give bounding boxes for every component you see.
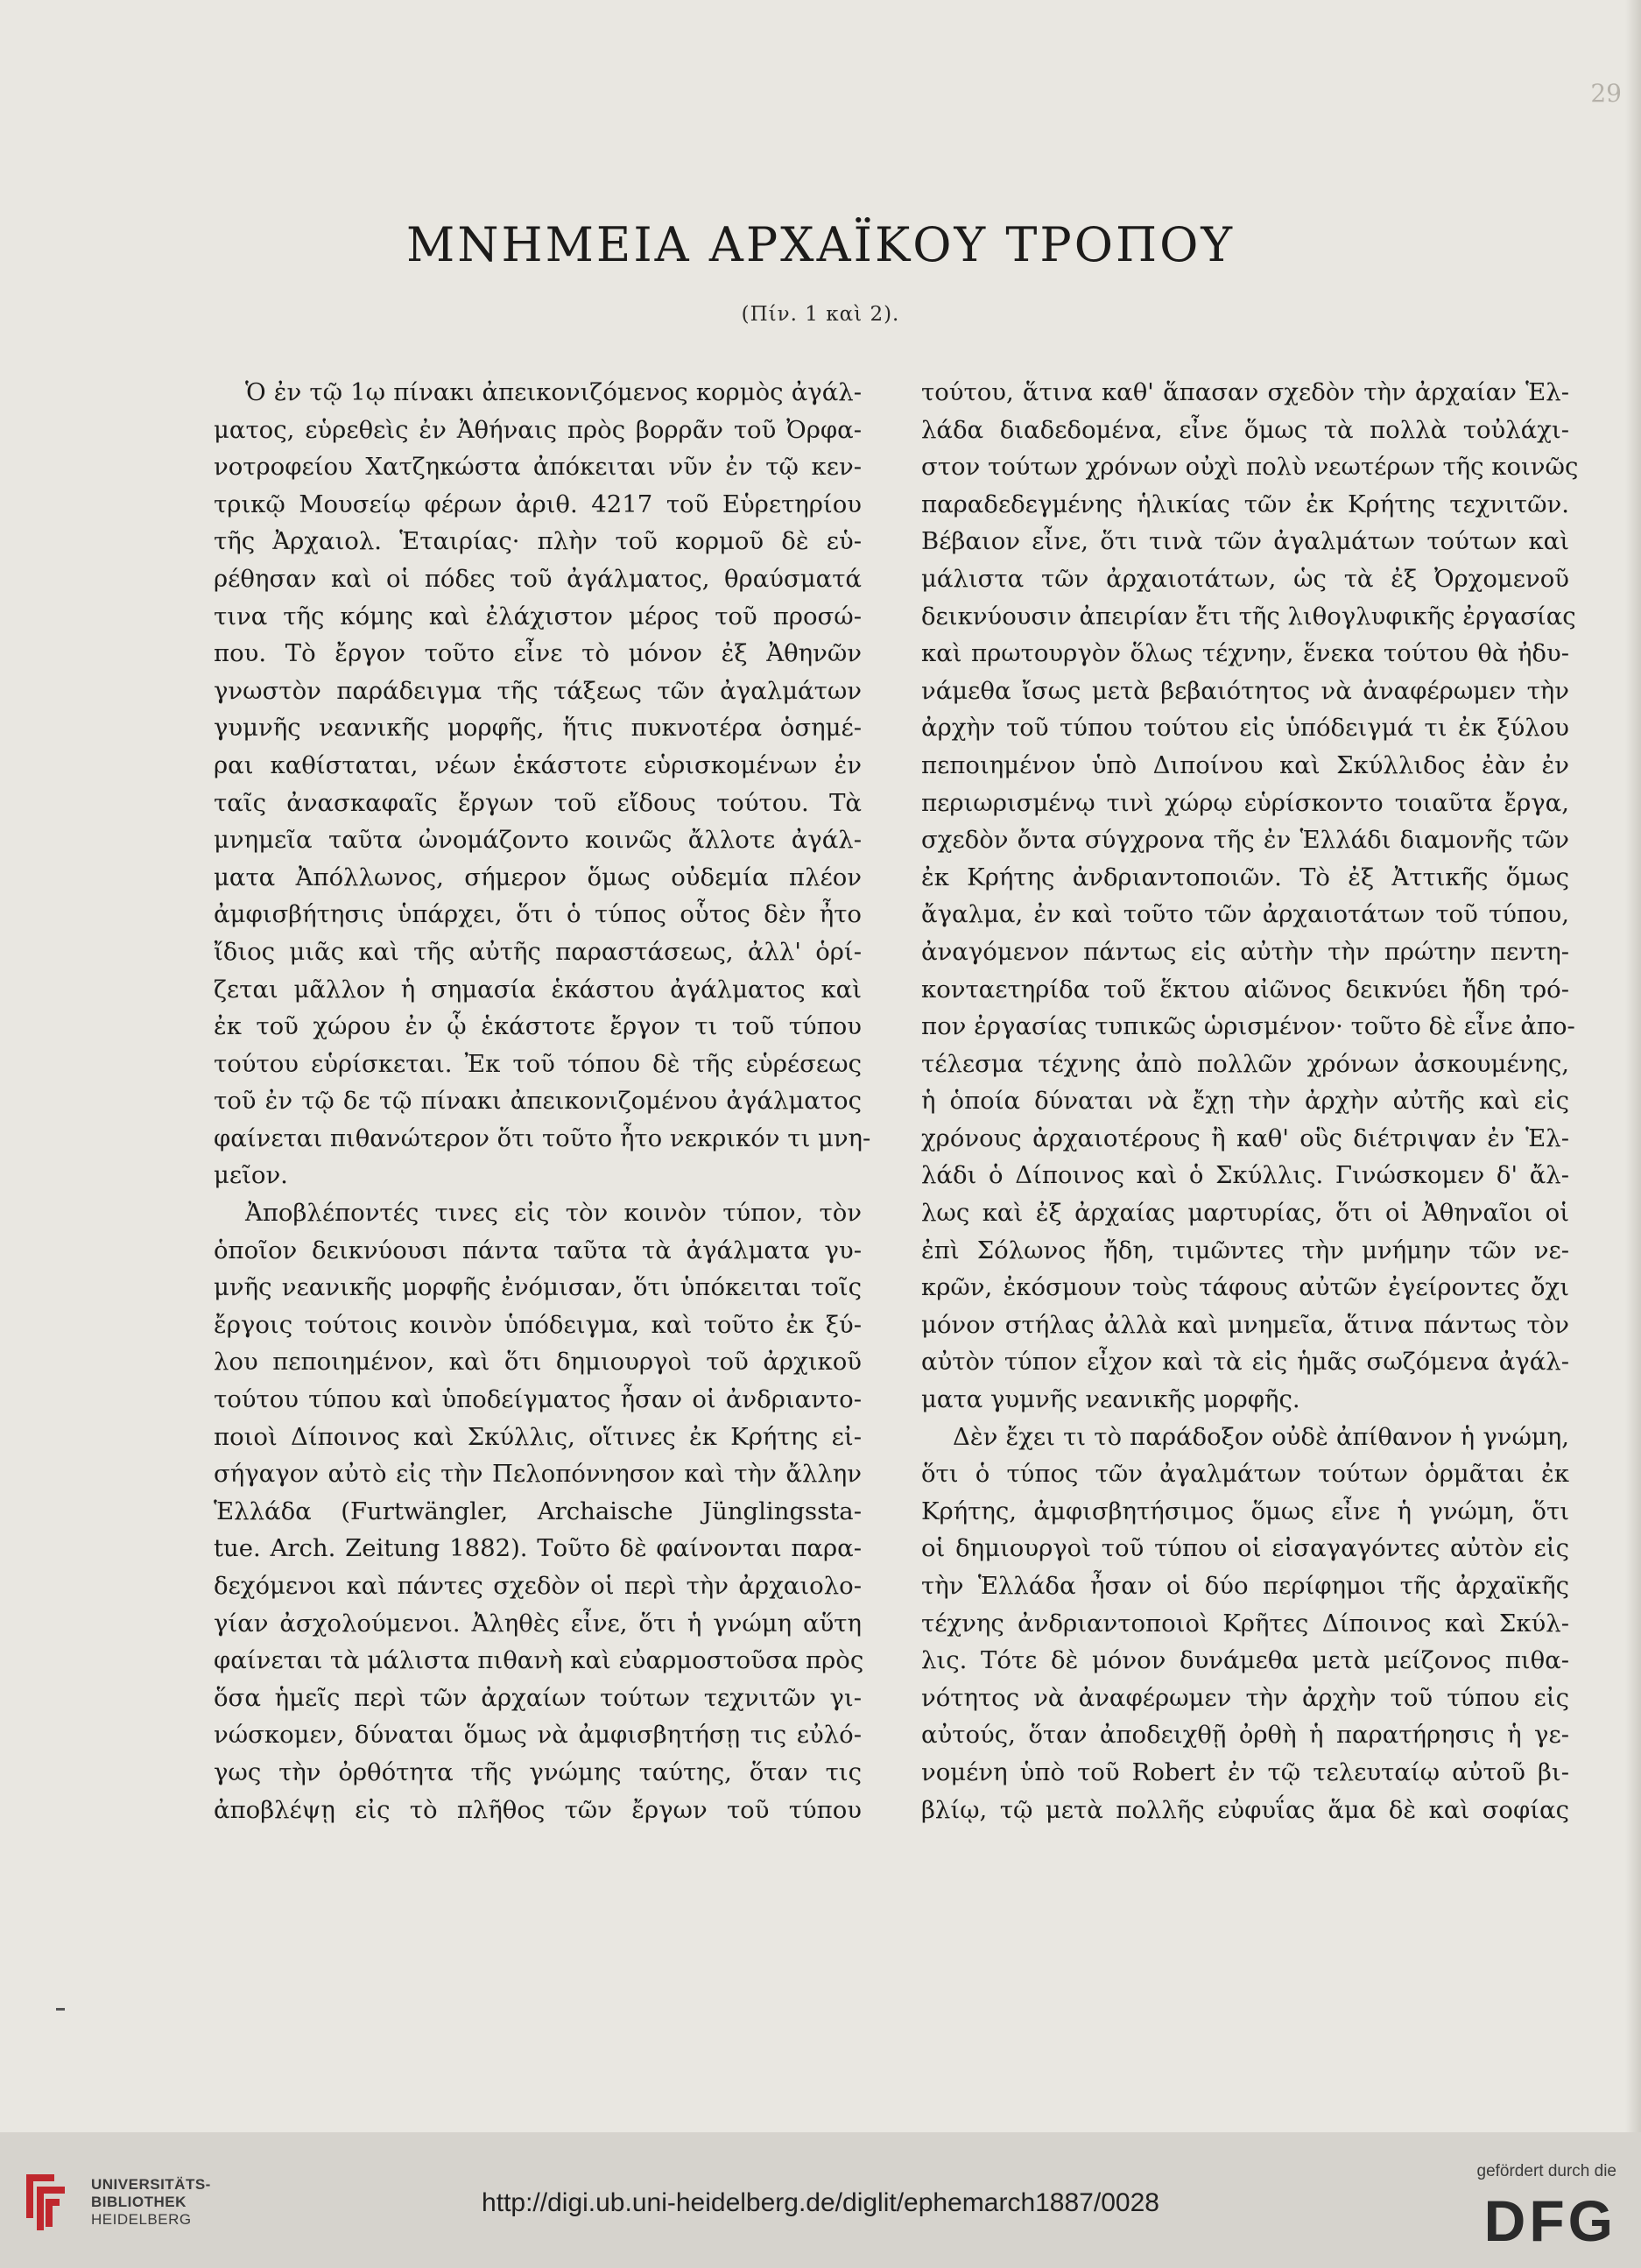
text-line: ἐκ Κρήτης ἀνδριαντοποιῶν. Τὸ ἐξ Ἀττικῆς ὅμως	[921, 863, 1569, 891]
text-line: ἀποβλέψῃ εἰς τὸ πλῆθος τῶν ἔργων τοῦ τύπου	[214, 1795, 862, 1824]
text-line: ποιοὶ Δίποινος καὶ Σκύλλις, οἵτινες ἐκ Κρήτης εἰ-	[214, 1422, 862, 1451]
text-line: ὅσα ἡμεῖς περὶ τῶν ἀρχαίων τούτων τεχνιτῶν γι-	[214, 1683, 862, 1712]
text-line: φαίνεται πιθανώτερον ὅτι τοῦτο ἦτο νεκρικόν τι μνη-	[214, 1123, 871, 1152]
text-line: μνῆς νεανικῆς μορφῆς ἐνόμισαν, ὅτι ὑπόκειται τοῖς	[214, 1273, 862, 1302]
text-line: ἡ ὁποία δύναται νὰ ἔχῃ τὴν ἀρχὴν αὐτῆς καὶ εἰς	[921, 1087, 1569, 1116]
text-line: ἐπὶ Σόλωνος ἤδη, τιμῶντες τὴν μνήμην τῶν νε-	[921, 1236, 1569, 1264]
text-line: αὐτὸν τύπον εἶχον καὶ τὰ εἰς ἡμᾶς σωζόμενα ἀγάλ-	[921, 1348, 1569, 1377]
text-line: τινα τῆς κόμης καὶ ἐλάχιστον μέρος τοῦ προσώ-	[214, 602, 862, 630]
text-line: λάδα διαδεδομένα, εἶνε ὅμως τὰ πολλὰ τοὐλάχι-	[921, 415, 1569, 444]
text-line: τούτου εὑρίσκεται. Ἐκ τοῦ τόπου δὲ τῆς εὑρέσεως	[214, 1049, 862, 1078]
text-line: νότητος νὰ ἀναφέρωμεν τὴν ἀρχὴν τοῦ τύπου εἰς	[921, 1683, 1569, 1712]
text-line: ἀμφισβήτησις ὑπάρχει, ὅτι ὁ τύπος οὗτος δὲν ἦτο	[214, 900, 862, 929]
left-column	[214, 374, 871, 1828]
text-line: Ὁ ἐν τῷ 1ῳ πίνακι ἀπεικονιζόμενος κορμὸς ἀγάλ-	[245, 378, 862, 406]
text-line: λως καὶ ἐξ ἀρχαίας μαρτυρίας, ὅτι οἱ Ἀθηναῖοι οἱ	[921, 1199, 1569, 1228]
text-line: τούτου, ἅτινα καθ' ἅπασαν σχεδὸν τὴν ἀρχαίαν Ἑλ-	[921, 378, 1569, 406]
text-line: νοτροφείου Χατζηκώστα ἀπόκειται νῦν ἐν τῷ κεν-	[214, 453, 862, 482]
text-line: ἀρχὴν τοῦ τύπου τούτου εἰς ὑπόδειγμά τι ἐκ ξύλου	[921, 714, 1569, 743]
text-line: πεποιημένον ὑπὸ Διποίνου καὶ Σκύλλιδος ἐὰν ἐν	[921, 750, 1569, 779]
text-line: γως τὴν ὀρθότητα τῆς γνώμης ταύτης, ὅταν τις	[214, 1757, 862, 1786]
text-line: βλίῳ, τῷ μετὰ πολλῆς εὐφυΐας ἅμα δὲ καὶ σοφίας	[921, 1795, 1569, 1824]
text-line: νώσκομεν, δύναται ὅμως νὰ ἀμφισβητήσῃ τις εὐλό-	[214, 1721, 862, 1750]
text-line: δεχόμενοι καὶ πάντες σχεδὸν οἱ περὶ τὴν ἀρχαιολο-	[214, 1572, 862, 1600]
text-line: Ἑλλάδα (Furtwängler, Archaische Jünglingssta-	[214, 1497, 862, 1525]
text-line: μεῖον.	[214, 1161, 288, 1190]
text-line: φαίνεται τὰ μάλιστα πιθανὴ καὶ εὐαρμοστοῦσα πρὸς	[214, 1646, 864, 1675]
text-line: σήγαγον αὐτὸ εἰς τὴν Πελοπόννησον καὶ τὴν ἄλλην	[214, 1460, 862, 1489]
text-line: νομένη ὑπὸ τοῦ Robert ἐν τῷ τελευταίῳ αὐτοῦ βι-	[921, 1757, 1569, 1786]
text-line: αὐτούς, ὅταν ἀποδειχθῇ ὀρθὴ ἡ παρατήρησις ἡ γε-	[921, 1721, 1569, 1750]
text-line: ὁποῖον δεικνύουσι πάντα ταῦτα τὰ ἀγάλματα γυ-	[214, 1236, 862, 1264]
text-line: Ἀποβλέποντές τινες εἰς τὸν κοινὸν τύπον, τὸν	[245, 1199, 862, 1228]
text-line: ζεται μᾶλλον ἡ σημασία ἑκάστου ἀγάλματος καὶ	[214, 975, 862, 1004]
text-line: μάλιστα τῶν ἀρχαιοτάτων, ὡς τὰ ἐξ Ὀρχομενοῦ	[921, 564, 1569, 593]
text-line: Δὲν ἔχει τι τὸ παράδοξον οὐδὲ ἀπίθανον ἡ γνώμη,	[953, 1422, 1569, 1451]
text-line: τῆς Ἀρχαιολ. Ἑταιρίας· πλὴν τοῦ κορμοῦ δὲ εὑ-	[214, 527, 862, 556]
text-line: Βέβαιον εἶνε, ὅτι τινὰ τῶν ἀγαλμάτων τούτων καὶ	[921, 527, 1569, 556]
text-line: ἄγαλμα, ἐν καὶ τοῦτο τῶν ἀρχαιοτάτων τοῦ τύπου,	[921, 900, 1569, 929]
text-line: λις. Τότε δὲ μόνον δυνάμεθα μετὰ μείζονος πιθα-	[921, 1646, 1569, 1675]
text-line: τὴν Ἑλλάδα ἦσαν οἱ δύο περίφημοι τῆς ἀρχαϊκῆς	[921, 1572, 1569, 1600]
text-line: κρῶν, ἐκόσμουν τοὺς τάφους αὐτῶν ἐγείροντες ὄχι	[921, 1273, 1569, 1302]
text-line: δεικνύουσιν ἀπειρίαν ἔτι τῆς λιθογλυφικῆς ἐργασίας	[921, 602, 1576, 630]
text-line: ἔργοις τούτοις κοινὸν ὑπόδειγμα, καὶ τοῦτο ἐκ ξύ-	[214, 1310, 862, 1339]
text-line: ματα γυμνῆς νεανικῆς μορφῆς.	[921, 1385, 1300, 1414]
text-line: ὅτι ὁ τύπος τῶν ἀγαλμάτων τούτων ὁρμᾶται ἐκ	[921, 1460, 1569, 1489]
text-line: σχεδὸν ὄντα σύγχρονα τῆς ἐν Ἑλλάδι διαμονῆς τῶν	[921, 826, 1569, 855]
text-line: παραδεδεγμένης ἡλικίας τῶν ἐκ Κρήτης τεχνιτῶν.	[921, 490, 1569, 518]
library-name-line-1: UNIVERSITÄTS-	[91, 2176, 211, 2193]
text-line: tue. Arch. Zeitung 1882). Τοῦτο δὲ φαίνονται παρα-	[214, 1534, 862, 1563]
text-line: τέχνης ἀνδριαντοποιοὶ Κρῆτες Δίποινος καὶ Σκύλ-	[921, 1609, 1569, 1638]
viewer-footer	[0, 2132, 1641, 2268]
plate-reference: (Πίν. 1 καὶ 2).	[741, 303, 900, 326]
text-line: ἴδιος μιᾶς καὶ τῆς αὐτῆς παραστάσεως, ἀλλ' ὁρί-	[214, 937, 862, 966]
text-line: λάδι ὁ Δίποινος καὶ ὁ Σκύλλις. Γινώσκομεν δ' ἄλ-	[921, 1161, 1569, 1190]
dfg-logo-icon[interactable]: DFG	[1483, 2188, 1616, 2253]
page-number: 29	[1590, 79, 1622, 108]
library-name-line-3: HEIDELBERG	[91, 2211, 192, 2228]
text-line: ἀναγόμενον πάντως εἰς αὐτὴν τὴν πρώτην πεντη-	[921, 937, 1569, 966]
funding-caption: gefördert durch die	[1476, 2162, 1616, 2180]
text-line: Κρήτης, ἀμφισβητήσιμος ὅμως εἶνε ἡ γνώμη, ὅτι	[921, 1497, 1569, 1525]
text-line: ραι καθίσταται, νέων ἑκάστοτε εὑρισκομένων ἐν	[214, 750, 862, 779]
text-line: τέλεσμα τέχνης ἀπὸ πολλῶν χρόνων ἀσκουμένης,	[921, 1049, 1569, 1078]
right-column	[921, 374, 1579, 1828]
margin-mark	[56, 2008, 65, 2011]
text-line: ρέθησαν καὶ οἱ πόδες τοῦ ἀγάλματος, θραύσματά	[214, 564, 862, 593]
permalink-url[interactable]: http://digi.ub.uni-heidelberg.de/diglit/ephemarch1887/0028	[482, 2188, 1159, 2217]
text-line: ματα Ἀπόλλωνος, σήμερον ὅμως οὐδεμία πλέον	[214, 863, 862, 891]
text-line: καὶ πρωτουργὸν ὅλως τέχνην, ἕνεκα τούτου θὰ ἠδυ-	[921, 639, 1569, 668]
text-line: στον τούτων χρόνων οὐχὶ πολὺ νεωτέρων τῆς κοινῶς	[921, 453, 1579, 482]
text-line: γνωστὸν παράδειγμα τῆς τάξεως τῶν ἀγαλμάτων	[214, 676, 862, 705]
text-line: πον ἐργασίας τυπικῶς ὡρισμένον· τοῦτο δὲ εἶνε ἀπο-	[921, 1012, 1575, 1041]
text-line: λου πεποιημένον, καὶ ὅτι δημιουργοὶ τοῦ ἀρχικοῦ	[214, 1348, 862, 1377]
text-line: ταῖς ἀνασκαφαῖς ἔργων τοῦ εἴδους τούτου. Τὰ	[214, 788, 862, 817]
text-line: ἐκ τοῦ χώρου ἐν ᾧ ἑκάστοτε ἔργον τι τοῦ τύπου	[214, 1012, 862, 1041]
text-line: τούτου τύπου καὶ ὑποδείγματος ἦσαν οἱ ἀνδριαντο-	[214, 1385, 862, 1414]
text-line: που. Τὸ ἔργον τοῦτο εἶνε τὸ μόνον ἐξ Ἀθηνῶν	[214, 639, 862, 668]
page-title: ΜΝΗΜΕΙΑ ΑΡΧΑΪΚΟΥ ΤΡΟΠΟΥ	[406, 217, 1235, 272]
text-line: περιωρισμένῳ τινὶ χώρῳ εὑρίσκοντο τοιαῦτα ἔργα,	[921, 788, 1569, 817]
text-line: χρόνους ἀρχαιοτέρους ἢ καθ' οὓς διέτριψαν ἐν Ἑλ-	[921, 1123, 1569, 1152]
text-line: κονταετηρίδα τοῦ ἕκτου αἰῶνος δεικνύει ἤδη τρό-	[921, 975, 1569, 1004]
library-name-line-2: BIBLIOTHEK	[91, 2194, 187, 2210]
text-line: οἱ δημιουργοὶ τοῦ τύπου οἱ εἰσαγαγόντες αὐτὸν εἰς	[921, 1534, 1569, 1563]
text-line: τρικῷ Μουσείῳ φέρων ἀριθ. 4217 τοῦ Εὑρετηρίου	[214, 490, 862, 518]
text-line: γυμνῆς νεανικῆς μορφῆς, ἥτις πυκνοτέρα ὁσημέ-	[214, 714, 862, 743]
text-line: γίαν ἀσχολούμενοι. Ἀληθὲς εἶνε, ὅτι ἡ γνώμη αὕτη	[214, 1609, 862, 1638]
text-line: μνημεῖα ταῦτα ὠνομάζοντο κοινῶς ἄλλοτε ἀγάλ-	[214, 826, 862, 855]
text-line: ματος, εὑρεθεὶς ἐν Ἀθήναις πρὸς βορρᾶν τοῦ Ὀρφα-	[214, 415, 862, 444]
text-line: μόνον στήλας ἀλλὰ καὶ μνημεῖα, ἅτινα πάντως τὸν	[921, 1310, 1569, 1339]
text-line: νάμεθα ἴσως μετὰ βεβαιότητος νὰ ἀναφέρωμεν τὴν	[921, 676, 1569, 705]
text-line: τοῦ ἐν τῷ δε τῷ πίνακι ἀπεικονιζομένου ἀγάλματος	[214, 1087, 862, 1116]
